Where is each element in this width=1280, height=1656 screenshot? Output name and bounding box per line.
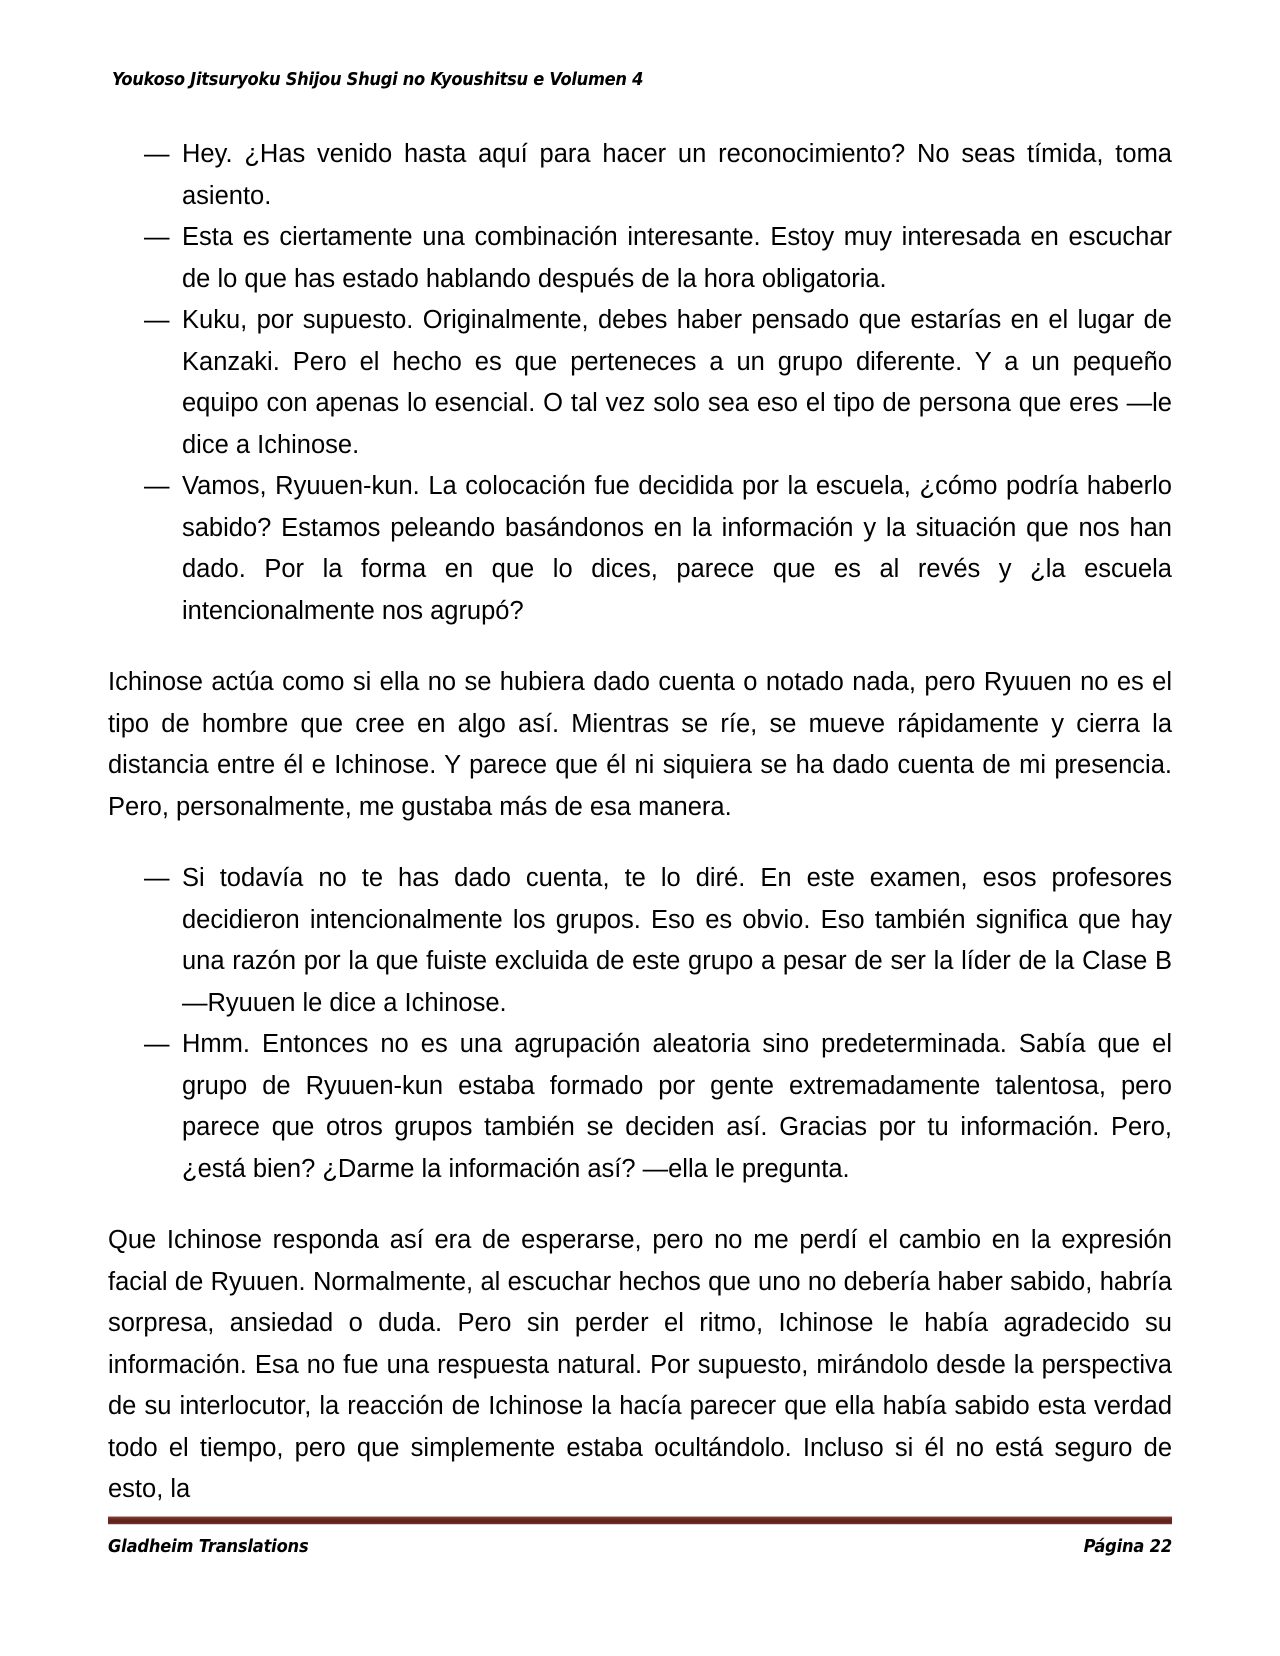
- dialogue-text: Si todavía no te has dado cuenta, te lo diré. En este examen, esos profesores decidieron intencionalmente los grupos. Eso es obvio. Eso también significa que hay una razón por la que fuiste excluida de este grupo a pesar de ser la líder de la Clase B —Ryuuen le dice a Ichinose.: [182, 864, 1172, 1017]
- em-dash-marker: —: [144, 306, 170, 334]
- em-dash-marker: —: [144, 140, 170, 168]
- page-number: Página 22: [1083, 1537, 1172, 1557]
- footer-row: [108, 1537, 1172, 1557]
- dialogue-line: [144, 466, 1172, 632]
- dialogue-block-1: [108, 134, 1172, 632]
- dialogue-line: [144, 134, 1172, 217]
- em-dash-marker: —: [144, 223, 170, 251]
- dialogue-text: Hmm. Entonces no es una agrupación aleatoria sino predeterminada. Sabía que el grupo de Ryuuen-kun estaba formado por gente extremadamente talentosa, pero parece que otros grupos también se deciden así. Gracias por tu información. Pero, ¿está bien? ¿Darme la información así? —ella le pregunta.: [182, 1030, 1172, 1183]
- narrative-paragraph: Que Ichinose responda así era de esperarse, pero no me perdí el cambio en la expresión facial de Ryuuen. Normalmente, al escuchar hechos que uno no debería haber sabido, habría sorpresa, ansiedad o duda. Pero sin perder el ritmo, Ichinose le había agradecido su información. Esa no fue una respuesta natural. Por supuesto, mirándolo desde la perspectiva de su interlocutor, la reacción de Ichinose la hacía parecer que ella había sabido esta verdad todo el tiempo, pero que simplemente estaba ocultándolo. Incluso si él no está seguro de esto, la: [108, 1226, 1172, 1503]
- book-title: Youkoso Jitsuryoku Shijou Shugi no Kyoushitsu e Volumen 4: [112, 70, 644, 90]
- dialogue-text: Esta es ciertamente una combinación interesante. Estoy muy interesada en escuchar de lo que has estado hablando después de la hora obligatoria.: [182, 223, 1172, 293]
- narrative-paragraph: Ichinose actúa como si ella no se hubiera dado cuenta o notado nada, pero Ryuuen no es el tipo de hombre que cree en algo así. Mientras se ríe, se mueve rápidamente y cierra la distancia entre él e Ichinose. Y parece que él ni siquiera se ha dado cuenta de mi presencia. Pero, personalmente, me gustaba más de esa manera.: [108, 668, 1172, 821]
- dialogue-line: [144, 858, 1172, 1024]
- dialogue-block-2: [108, 858, 1172, 1190]
- dialogue-text: Vamos, Ryuuen-kun. La colocación fue decidida por la escuela, ¿cómo podría haberlo sabido? Estamos peleando basándonos en la información y la situación que nos han dado. Por la forma en que lo dices, parece que es al revés y ¿la escuela intencionalmente nos agrupó?: [182, 472, 1172, 625]
- block-spacer: [108, 828, 1172, 858]
- block-spacer: [108, 632, 1172, 662]
- dialogue-line: [144, 300, 1172, 466]
- em-dash-marker: —: [144, 1030, 170, 1058]
- page-header: [112, 70, 1168, 90]
- em-dash-marker: —: [144, 864, 170, 892]
- dialogue-line: [144, 217, 1172, 300]
- translator-credit: Gladheim Translations: [108, 1537, 309, 1557]
- dialogue-line: [144, 1024, 1172, 1190]
- em-dash-marker: —: [144, 472, 170, 500]
- dialogue-text: Hey. ¿Has venido hasta aquí para hacer un reconocimiento? No seas tímida, toma asiento.: [182, 140, 1172, 210]
- block-spacer: [108, 1190, 1172, 1220]
- page-body: [108, 134, 1172, 1511]
- footer-divider: [108, 1516, 1172, 1525]
- page-footer: [108, 1516, 1172, 1557]
- dialogue-text: Kuku, por supuesto. Originalmente, debes haber pensado que estarías en el lugar de Kanzaki. Pero el hecho es que perteneces a un grupo diferente. Y a un pequeño equipo con apenas lo esencial. O tal vez solo sea eso el tipo de persona que eres —le dice a Ichinose.: [182, 306, 1172, 459]
